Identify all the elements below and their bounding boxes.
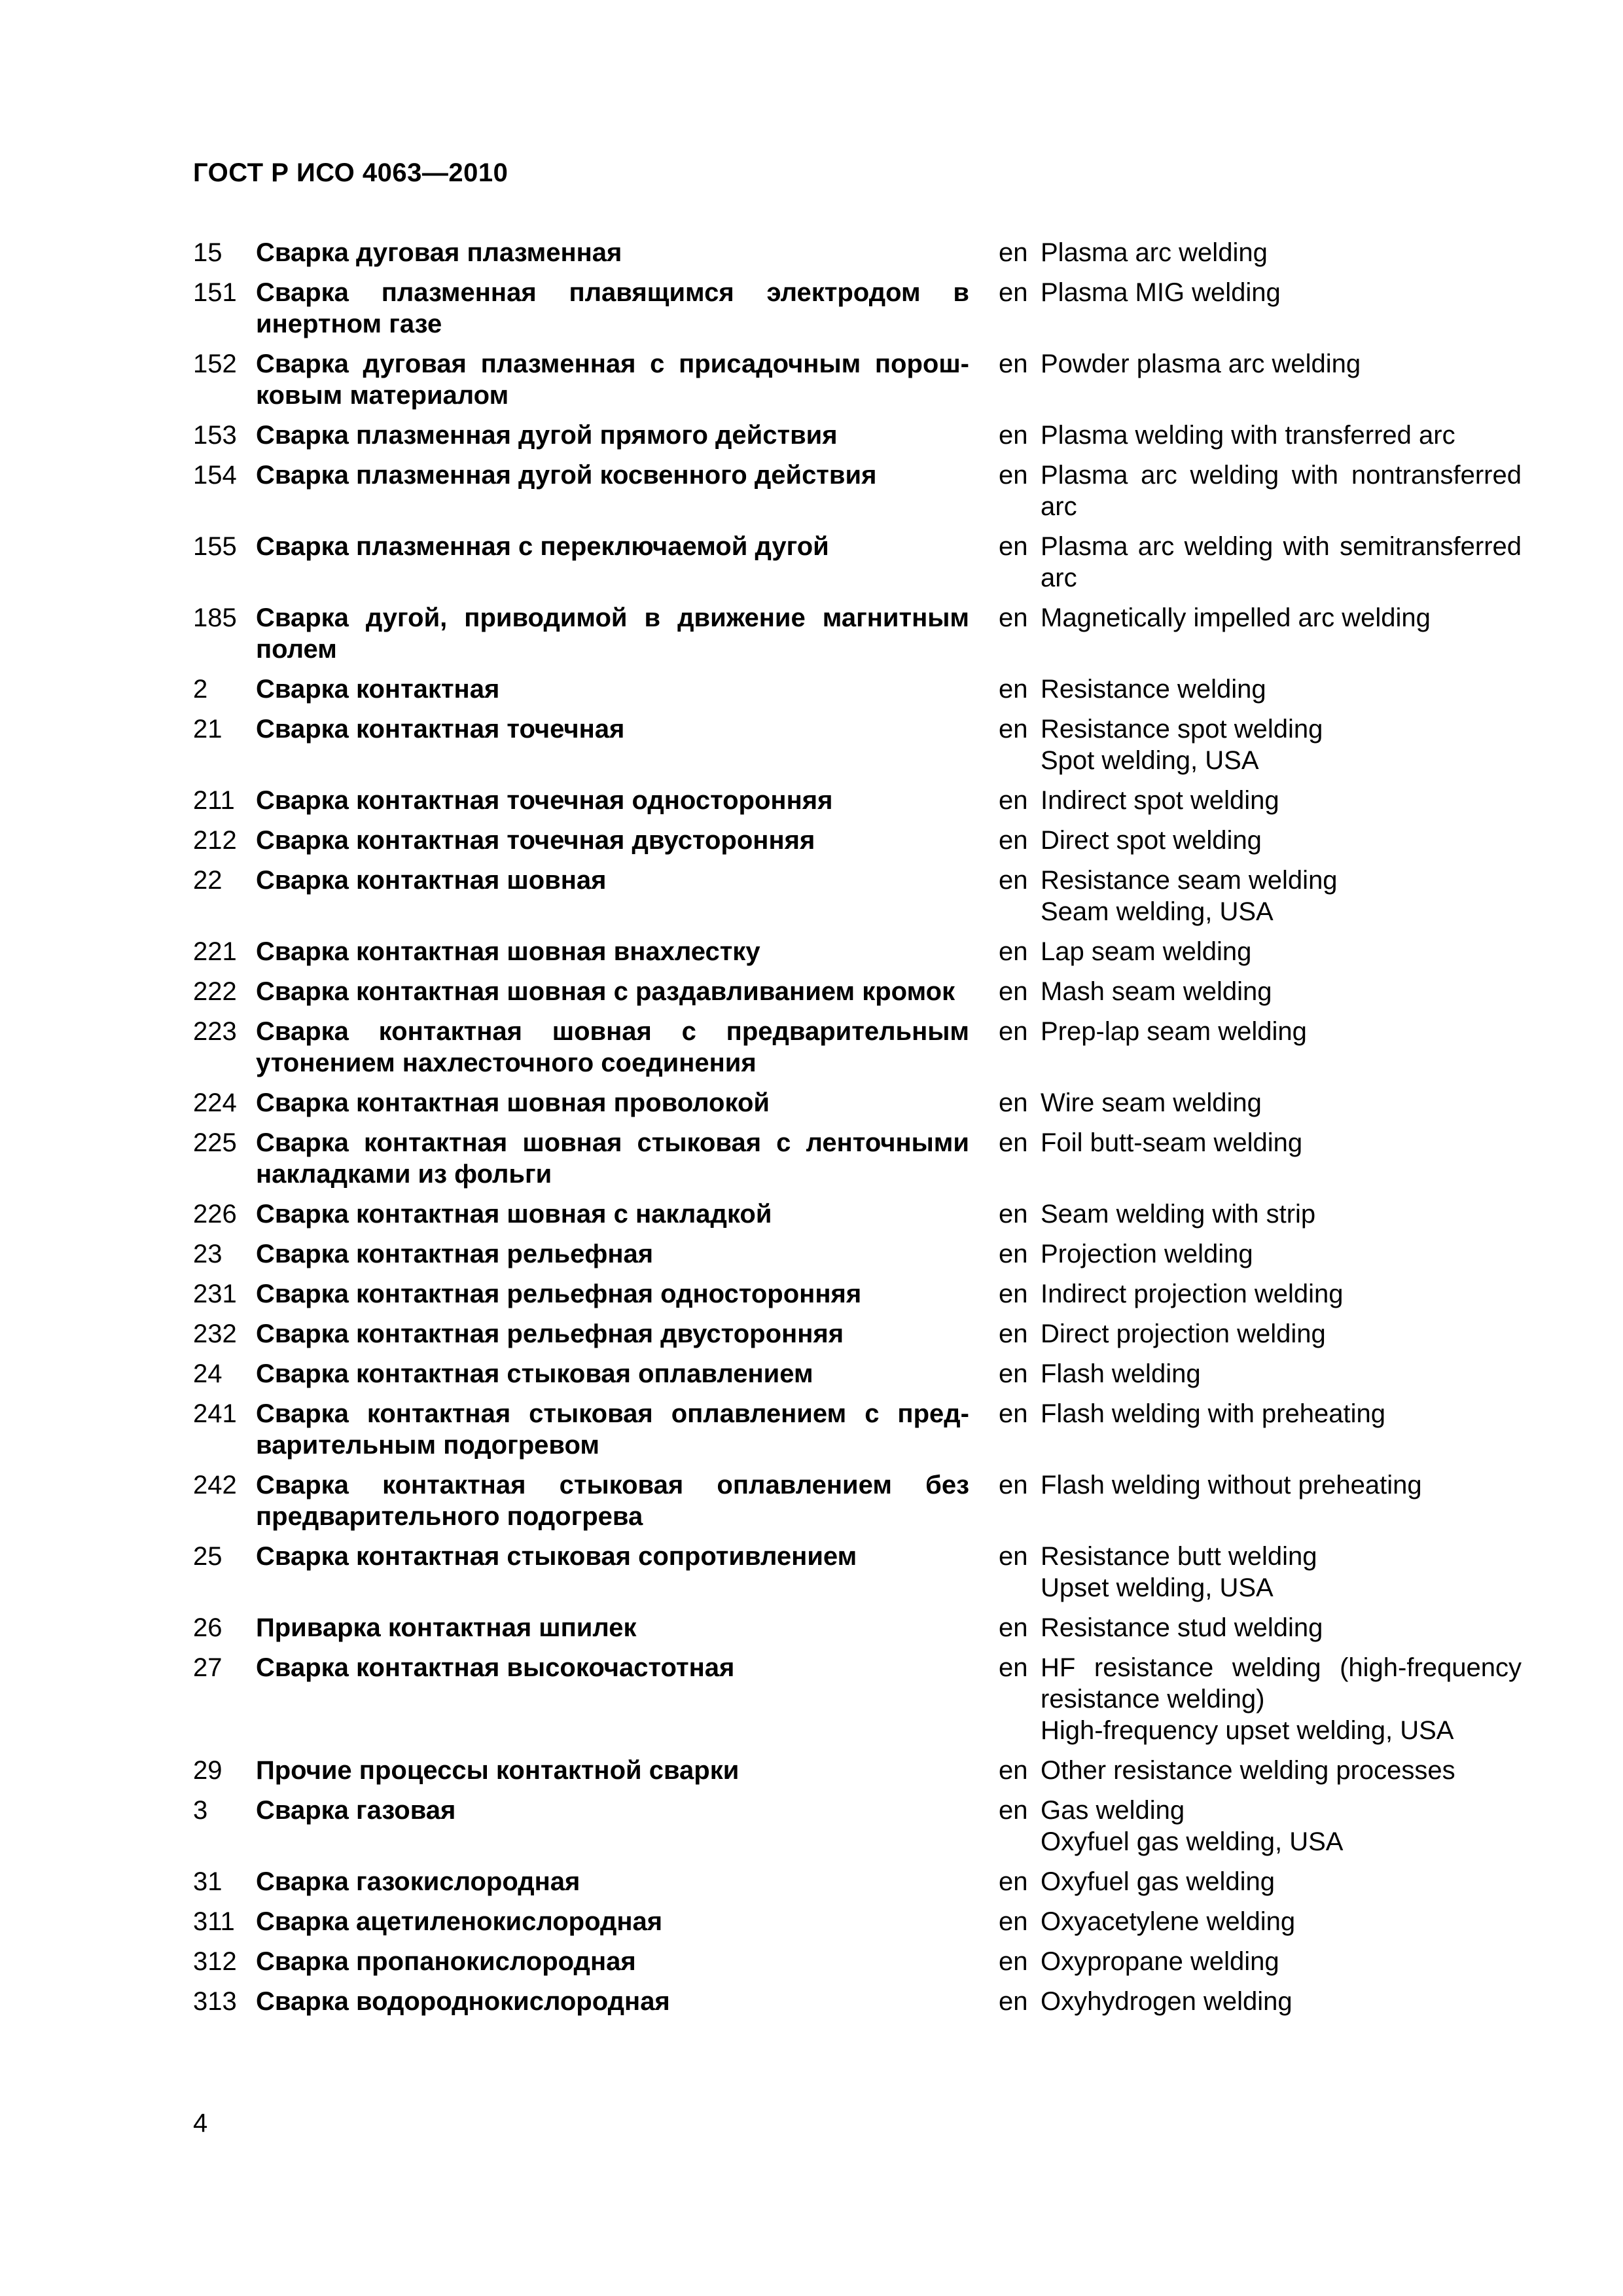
- russian-term: Сварка ацетиленокислородная: [256, 1907, 663, 1936]
- russian-term: Сварка водороднокислородная: [256, 1987, 670, 2016]
- term-entry: [193, 531, 1522, 594]
- russian-term: Сварка контактная стыковая оплавлением с предварительным подогревом: [256, 1399, 969, 1460]
- english-term-line: Powder plasma arc welding: [1041, 350, 1361, 378]
- english-term-line: Mash seam welding: [1041, 977, 1272, 1006]
- term-entry: [193, 1469, 1522, 1532]
- english-term-line: Plasma welding with transferred arc: [1041, 421, 1455, 450]
- term-entry: [193, 237, 1522, 268]
- english-term: [1041, 1398, 1522, 1429]
- language-code: en: [999, 1867, 1028, 1896]
- russian-term: Сварка газовая: [256, 1796, 456, 1825]
- english-term: [1041, 1612, 1522, 1643]
- english-term: [1041, 825, 1522, 856]
- language-code: en: [999, 786, 1028, 815]
- process-code: 29: [193, 1756, 223, 1785]
- english-term-line: Seam welding with strip: [1041, 1200, 1316, 1229]
- language-code: en: [999, 603, 1028, 632]
- english-term: [1041, 237, 1522, 268]
- english-term: [1041, 865, 1522, 927]
- english-term-line: Gas welding: [1041, 1796, 1185, 1825]
- process-code: 211: [193, 786, 235, 815]
- term-entry: [193, 459, 1522, 522]
- english-term: [1041, 348, 1522, 380]
- language-code: en: [999, 461, 1028, 490]
- english-term: [1041, 420, 1522, 451]
- russian-term: Сварка контактная шовная стыковая с ленточными накладками из фольги: [256, 1128, 969, 1189]
- term-entry: [193, 1198, 1522, 1230]
- process-code: 2: [193, 675, 208, 704]
- english-term: [1041, 1986, 1522, 2017]
- russian-term: Сварка контактная точечная двусторонняя: [256, 826, 815, 855]
- term-entry: [193, 348, 1522, 411]
- process-code: 313: [193, 1987, 237, 2016]
- russian-term: Сварка контактная шовная: [256, 866, 607, 895]
- english-term: [1041, 1906, 1522, 1937]
- english-term: [1041, 713, 1522, 776]
- term-entry: [193, 1278, 1522, 1310]
- process-code: 24: [193, 1359, 223, 1388]
- language-code: en: [999, 977, 1028, 1006]
- term-entry: [193, 1398, 1522, 1461]
- language-code: en: [999, 1471, 1028, 1499]
- english-term: [1041, 1755, 1522, 1786]
- language-code: en: [999, 1088, 1028, 1117]
- russian-term: Сварка контактная высокочастотная: [256, 1653, 735, 1682]
- term-entry: [193, 1127, 1522, 1190]
- term-entry: [193, 1612, 1522, 1643]
- process-code: 226: [193, 1200, 237, 1229]
- term-entry: [193, 1087, 1522, 1119]
- page-number: 4: [193, 2109, 208, 2138]
- english-term-line: Oxyacetylene welding: [1041, 1907, 1296, 1936]
- english-term-line: Other resistance welding processes: [1041, 1756, 1455, 1785]
- english-term: [1041, 1469, 1522, 1501]
- russian-term: Сварка плазменная дугой косвенного действия: [256, 461, 877, 490]
- russian-term: Сварка контактная шовная с предварительным утонением нахлесточного соединения: [256, 1017, 969, 1077]
- document-header: ГОСТ Р ИСО 4063—2010: [193, 158, 508, 187]
- process-code: 241: [193, 1399, 237, 1428]
- process-code: 27: [193, 1653, 223, 1682]
- english-term: [1041, 1016, 1522, 1047]
- english-term-line: Flash welding without preheating: [1041, 1471, 1422, 1499]
- english-term-line: Projection welding: [1041, 1240, 1253, 1268]
- term-entry: [193, 1318, 1522, 1350]
- english-term: [1041, 976, 1522, 1007]
- language-code: en: [999, 1280, 1028, 1308]
- language-code: en: [999, 1240, 1028, 1268]
- english-term: [1041, 602, 1522, 634]
- english-term-line: Resistance welding: [1041, 675, 1266, 704]
- english-term: [1041, 1652, 1522, 1746]
- language-code: en: [999, 1987, 1028, 2016]
- process-code: 151: [193, 278, 237, 307]
- english-term: [1041, 1795, 1522, 1857]
- term-entry: [193, 1016, 1522, 1079]
- english-term-line: Upset welding, USA: [1041, 1573, 1274, 1602]
- english-term-line: Oxyfuel gas welding: [1041, 1867, 1275, 1896]
- russian-term: Сварка контактная стыковая оплавлением: [256, 1359, 813, 1388]
- term-entry: [193, 865, 1522, 927]
- english-term: [1041, 1278, 1522, 1310]
- process-code: 232: [193, 1319, 237, 1348]
- language-code: en: [999, 1653, 1028, 1682]
- english-term-line: Oxypropane welding: [1041, 1947, 1279, 1976]
- process-code: 154: [193, 461, 237, 490]
- russian-term: Сварка контактная стыковая оплавлением без предварительного подогрева: [256, 1471, 969, 1531]
- language-code: en: [999, 675, 1028, 704]
- english-term: [1041, 1358, 1522, 1390]
- russian-term: Приварка контактная шпилек: [256, 1613, 637, 1642]
- english-term-line: Plasma arc welding with semitransferred arc: [1041, 532, 1522, 592]
- process-code: 3: [193, 1796, 208, 1825]
- russian-term: Сварка контактная точечная: [256, 715, 625, 744]
- process-code: 15: [193, 238, 223, 267]
- russian-term: Сварка газокислородная: [256, 1867, 580, 1896]
- english-term-line: HF resistance welding (high-frequency resistance welding): [1041, 1653, 1522, 1713]
- english-term-line: Plasma arc welding: [1041, 238, 1268, 267]
- term-entry: [193, 1866, 1522, 1897]
- process-code: 153: [193, 421, 237, 450]
- english-term-line: Plasma arc welding with nontransferred arc: [1041, 461, 1522, 521]
- russian-term: Сварка контактная рельефная: [256, 1240, 654, 1268]
- process-code: 155: [193, 532, 237, 561]
- term-entry: [193, 976, 1522, 1007]
- russian-term: Прочие процессы контактной сварки: [256, 1756, 740, 1785]
- process-code: 23: [193, 1240, 223, 1268]
- language-code: en: [999, 1907, 1028, 1936]
- process-code: 221: [193, 937, 237, 966]
- process-code: 31: [193, 1867, 223, 1896]
- language-code: en: [999, 350, 1028, 378]
- russian-term: Сварка контактная точечная односторонняя: [256, 786, 833, 815]
- language-code: en: [999, 532, 1028, 561]
- english-term: [1041, 531, 1522, 594]
- process-code: 212: [193, 826, 237, 855]
- term-entry: [193, 1986, 1522, 2017]
- term-entry: [193, 1795, 1522, 1857]
- english-term-line: Resistance spot welding: [1041, 715, 1323, 744]
- english-term-line: Indirect spot welding: [1041, 786, 1279, 815]
- english-term-line: Lap seam welding: [1041, 937, 1252, 966]
- term-entry: [193, 673, 1522, 705]
- russian-term: Сварка контактная шовная с накладкой: [256, 1200, 772, 1229]
- term-entry: [193, 602, 1522, 665]
- english-term: [1041, 1541, 1522, 1604]
- language-code: en: [999, 1200, 1028, 1229]
- process-code: 312: [193, 1947, 237, 1976]
- russian-term: Сварка дуговая плазменная с присадочным порошковым материалом: [256, 350, 969, 410]
- term-entry: [193, 1906, 1522, 1937]
- language-code: en: [999, 278, 1028, 307]
- russian-term: Сварка контактная шовная проволокой: [256, 1088, 770, 1117]
- language-code: en: [999, 826, 1028, 855]
- english-term-line: Resistance seam welding: [1041, 866, 1338, 895]
- language-code: en: [999, 421, 1028, 450]
- process-code: 22: [193, 866, 223, 895]
- english-term-line: Wire seam welding: [1041, 1088, 1262, 1117]
- english-term-line: Direct projection welding: [1041, 1319, 1326, 1348]
- russian-term: Сварка дуговая плазменная: [256, 238, 622, 267]
- russian-term: Сварка контактная шовная с раздавливанием кромок: [256, 977, 955, 1006]
- english-term-line: Seam welding, USA: [1041, 897, 1274, 926]
- russian-term: Сварка контактная: [256, 675, 500, 704]
- language-code: en: [999, 1359, 1028, 1388]
- english-term-line: Foil butt-seam welding: [1041, 1128, 1303, 1157]
- english-term: [1041, 1318, 1522, 1350]
- english-term-line: Flash welding with preheating: [1041, 1399, 1385, 1428]
- english-term-line: High-frequency upset welding, USA: [1041, 1716, 1454, 1745]
- term-entry: [193, 1652, 1522, 1746]
- english-term-line: Oxyhydrogen welding: [1041, 1987, 1293, 2016]
- english-term-line: Indirect projection welding: [1041, 1280, 1344, 1308]
- english-term: [1041, 277, 1522, 308]
- english-term-line: Magnetically impelled arc welding: [1041, 603, 1431, 632]
- process-code: 242: [193, 1471, 237, 1499]
- term-entry: [193, 1755, 1522, 1786]
- english-term: [1041, 459, 1522, 522]
- english-term-line: Flash welding: [1041, 1359, 1201, 1388]
- process-code: 21: [193, 715, 223, 744]
- process-code: 222: [193, 977, 237, 1006]
- language-code: en: [999, 1128, 1028, 1157]
- language-code: en: [999, 1613, 1028, 1642]
- english-term: [1041, 1087, 1522, 1119]
- english-term: [1041, 1866, 1522, 1897]
- russian-term: Сварка пропанокислородная: [256, 1947, 636, 1976]
- language-code: en: [999, 1796, 1028, 1825]
- term-entry: [193, 1946, 1522, 1977]
- russian-term: Сварка контактная шовная внахлестку: [256, 937, 760, 966]
- russian-term: Сварка контактная рельефная двусторонняя: [256, 1319, 844, 1348]
- english-term-line: Direct spot welding: [1041, 826, 1262, 855]
- english-term: [1041, 1238, 1522, 1270]
- term-entry: [193, 420, 1522, 451]
- english-term-line: Resistance stud welding: [1041, 1613, 1323, 1642]
- english-term: [1041, 673, 1522, 705]
- process-code: 26: [193, 1613, 223, 1642]
- language-code: en: [999, 1947, 1028, 1976]
- process-code: 225: [193, 1128, 237, 1157]
- language-code: en: [999, 1319, 1028, 1348]
- english-term: [1041, 1127, 1522, 1158]
- language-code: en: [999, 937, 1028, 966]
- language-code: en: [999, 1756, 1028, 1785]
- process-code: 231: [193, 1280, 237, 1308]
- term-entry: [193, 713, 1522, 776]
- language-code: en: [999, 866, 1028, 895]
- term-entry: [193, 1541, 1522, 1604]
- language-code: en: [999, 715, 1028, 744]
- process-code: 311: [193, 1907, 235, 1936]
- process-code: 185: [193, 603, 237, 632]
- terms-list: [193, 237, 1522, 2026]
- english-term-line: Spot welding, USA: [1041, 746, 1259, 775]
- english-term: [1041, 936, 1522, 967]
- language-code: en: [999, 1542, 1028, 1571]
- term-entry: [193, 1358, 1522, 1390]
- term-entry: [193, 785, 1522, 816]
- russian-term: Сварка контактная стыковая сопротивлением: [256, 1542, 857, 1571]
- russian-term: Сварка плазменная с переключаемой дугой: [256, 532, 829, 561]
- russian-term: Сварка плазменная дугой прямого действия: [256, 421, 838, 450]
- english-term-line: Plasma MIG welding: [1041, 278, 1281, 307]
- language-code: en: [999, 1399, 1028, 1428]
- process-code: 223: [193, 1017, 237, 1046]
- english-term: [1041, 1946, 1522, 1977]
- english-term: [1041, 1198, 1522, 1230]
- process-code: 224: [193, 1088, 237, 1117]
- term-entry: [193, 1238, 1522, 1270]
- language-code: en: [999, 238, 1028, 267]
- english-term-line: Oxyfuel gas welding, USA: [1041, 1827, 1344, 1856]
- english-term-line: Resistance butt welding: [1041, 1542, 1317, 1571]
- term-entry: [193, 825, 1522, 856]
- process-code: 152: [193, 350, 237, 378]
- term-entry: [193, 277, 1522, 340]
- term-entry: [193, 936, 1522, 967]
- english-term: [1041, 785, 1522, 816]
- russian-term: Сварка дугой, приводимой в движение магнитным полем: [256, 603, 969, 664]
- language-code: en: [999, 1017, 1028, 1046]
- russian-term: Сварка контактная рельефная односторонняя: [256, 1280, 862, 1308]
- process-code: 25: [193, 1542, 223, 1571]
- english-term-line: Prep-lap seam welding: [1041, 1017, 1307, 1046]
- russian-term: Сварка плазменная плавящимся электродом в инертном газе: [256, 278, 969, 338]
